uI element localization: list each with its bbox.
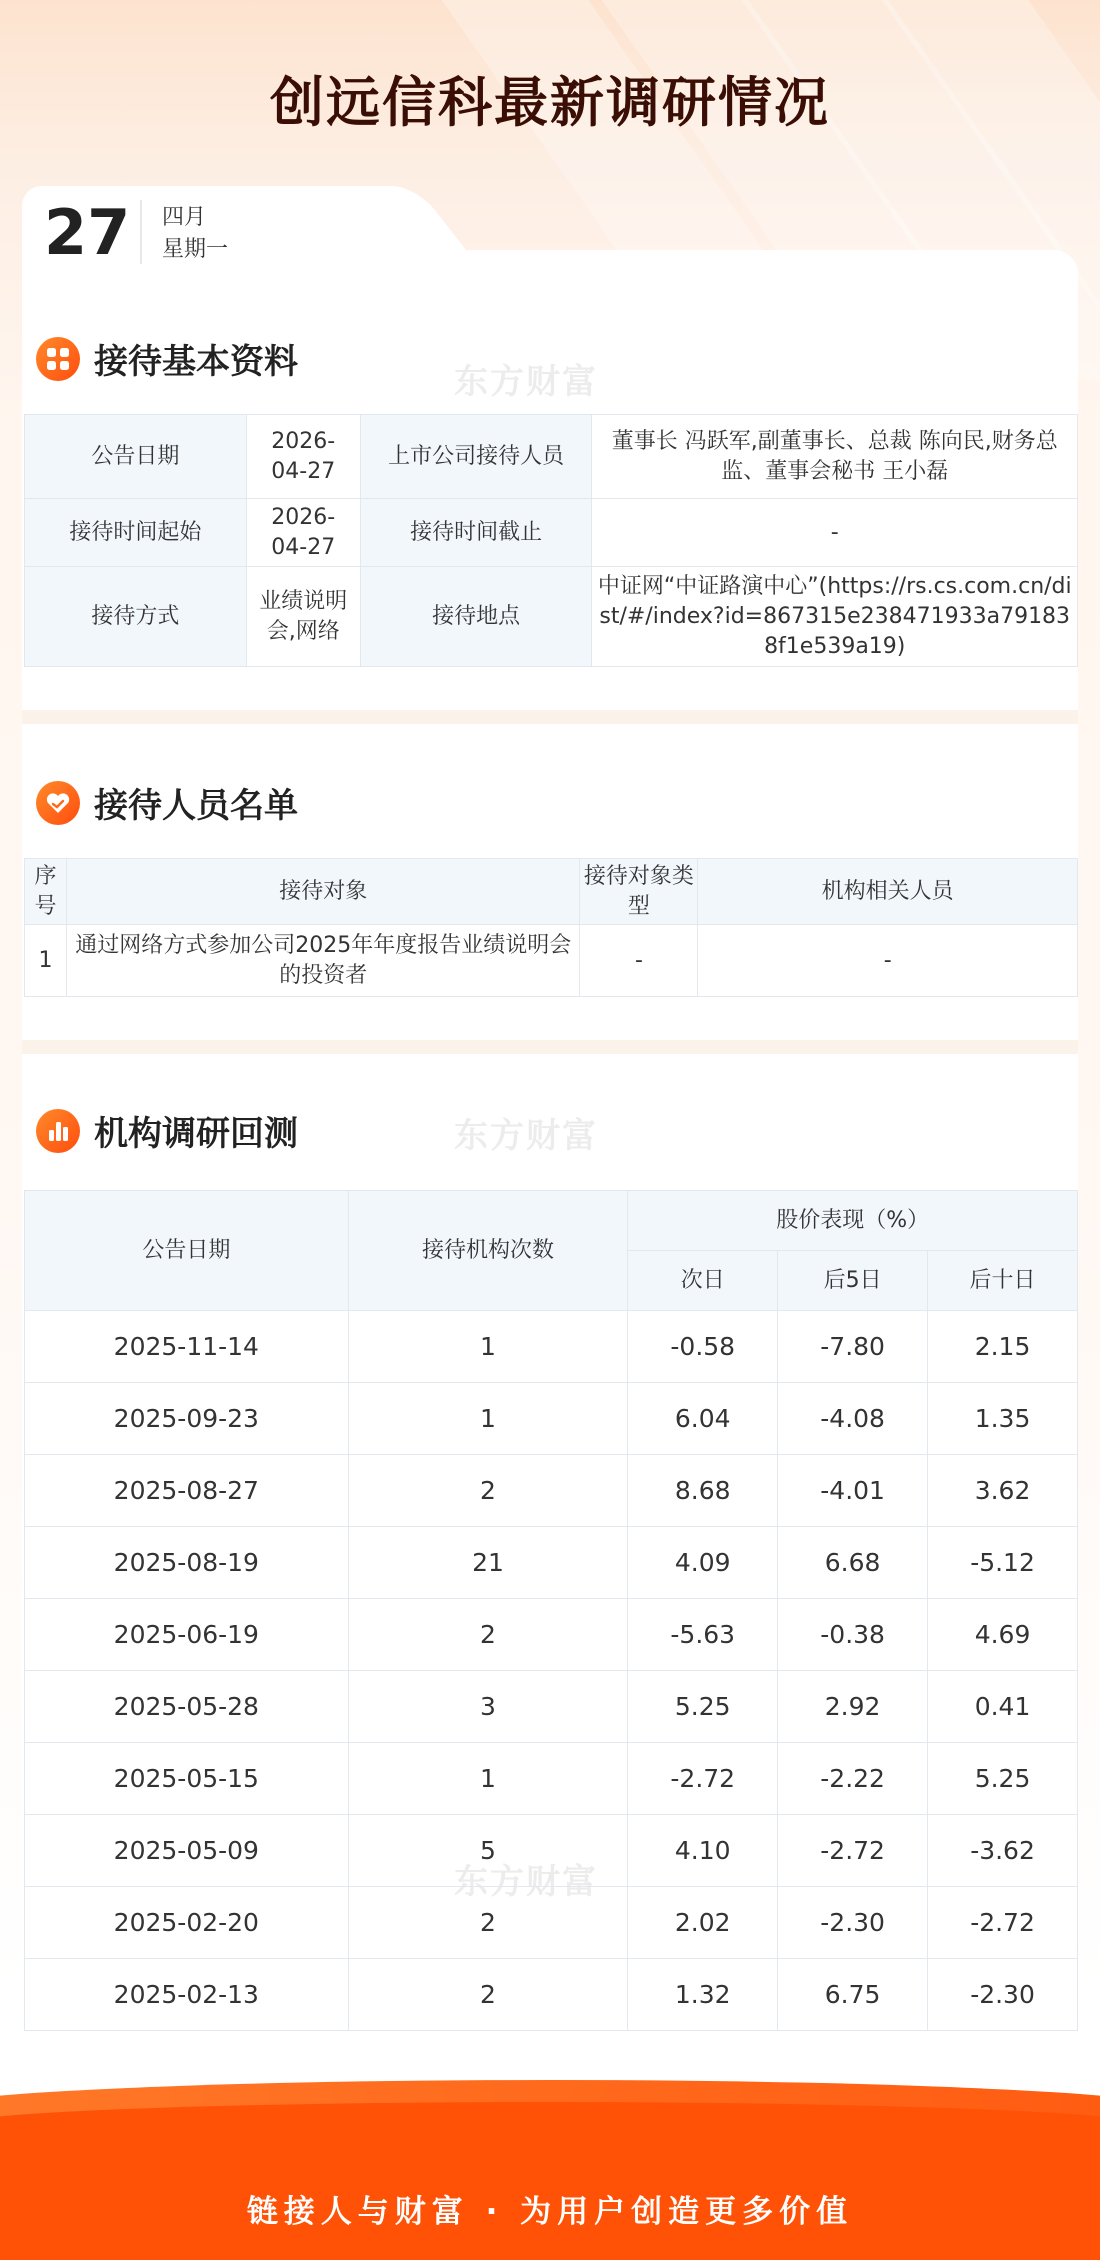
table-cell: 1.32: [628, 1959, 778, 2031]
grid-icon: [36, 337, 80, 381]
table-row: [25, 499, 1078, 567]
label-cell: 公告日期: [25, 415, 247, 499]
column-header: 后十日: [928, 1251, 1078, 1311]
value-cell: 2026-04-27: [246, 415, 360, 499]
table-cell: 6.68: [778, 1527, 928, 1599]
basic-info-card: [22, 250, 1078, 710]
table-cell: 21: [348, 1527, 628, 1599]
table-row: [25, 1599, 1078, 1671]
backtest-table: [24, 1190, 1078, 2031]
table-row: [25, 1671, 1078, 1743]
table-row: [25, 1311, 1078, 1383]
watermark: 东方财富: [454, 1862, 598, 1902]
label-cell: 接待地点: [360, 567, 592, 667]
handshake-icon: [36, 781, 80, 825]
table-cell: -2.30: [928, 1959, 1078, 2031]
table-cell: 通过网络方式参加公司2025年年度报告业绩说明会的投资者: [66, 925, 580, 997]
column-header: 公告日期: [25, 1191, 349, 1311]
table-row: [25, 1383, 1078, 1455]
table-cell: -4.08: [778, 1383, 928, 1455]
table-cell: 2025-11-14: [25, 1311, 349, 1383]
table-cell: -5.63: [628, 1599, 778, 1671]
table-cell: 2025-02-20: [25, 1887, 349, 1959]
table-cell: 2025-05-09: [25, 1815, 349, 1887]
basic-info-table: [24, 414, 1078, 667]
column-header: 接待对象: [66, 859, 580, 925]
column-header: 股价表现（%）: [628, 1191, 1078, 1251]
footer-slogan: 链接人与财富 · 为用户创造更多价值: [246, 2194, 854, 2230]
section-title: 机构调研回测: [94, 1114, 298, 1154]
table-cell: 8.68: [628, 1455, 778, 1527]
table-row: [25, 1887, 1078, 1959]
table-cell: -4.01: [778, 1455, 928, 1527]
label-cell: 接待方式: [25, 567, 247, 667]
table-cell: 3.62: [928, 1455, 1078, 1527]
date-divider: [140, 200, 142, 264]
table-cell: 4.69: [928, 1599, 1078, 1671]
section-title: 接待人员名单: [94, 786, 298, 826]
table-cell: 5.25: [928, 1743, 1078, 1815]
table-cell: 2025-05-15: [25, 1743, 349, 1815]
table-cell: 1.35: [928, 1383, 1078, 1455]
visitors-card: [22, 724, 1078, 1040]
section-header-basic: [36, 334, 298, 383]
table-row: [25, 1527, 1078, 1599]
divider: [22, 1040, 1078, 1054]
column-header: 序号: [25, 859, 67, 925]
table-cell: -: [580, 925, 698, 997]
table-row: [25, 1455, 1078, 1527]
table-header-row: [25, 859, 1078, 925]
table-cell: 6.04: [628, 1383, 778, 1455]
table-cell: 2.92: [778, 1671, 928, 1743]
table-cell: 2.15: [928, 1311, 1078, 1383]
label-cell: 接待时间截止: [360, 499, 592, 567]
column-header: 次日: [628, 1251, 778, 1311]
footer: [0, 2080, 1100, 2260]
table-cell: 3: [348, 1671, 628, 1743]
table-cell: 2: [348, 1959, 628, 2031]
table-cell: -2.72: [778, 1815, 928, 1887]
table-cell: 0.41: [928, 1671, 1078, 1743]
column-header: 接待对象类型: [580, 859, 698, 925]
table-cell: -2.30: [778, 1887, 928, 1959]
value-cell: 业绩说明会,网络: [246, 567, 360, 667]
table-cell: -2.22: [778, 1743, 928, 1815]
table-cell: -2.72: [928, 1887, 1078, 1959]
date-weekday: 星期一: [162, 237, 229, 262]
table-cell: -3.62: [928, 1815, 1078, 1887]
table-row: [25, 415, 1078, 499]
value-cell: -: [592, 499, 1078, 567]
date-tab: [22, 186, 392, 278]
table-cell: 2025-08-19: [25, 1527, 349, 1599]
table-row: [25, 925, 1078, 997]
table-cell: 1: [25, 925, 67, 997]
value-cell: 董事长 冯跃军,副董事长、总裁 陈向民,财务总监、董事会秘书 王小磊: [592, 415, 1078, 499]
table-cell: 2025-02-13: [25, 1959, 349, 2031]
table-cell: -5.12: [928, 1527, 1078, 1599]
date-day: 27: [44, 196, 131, 269]
label-cell: 上市公司接待人员: [360, 415, 592, 499]
table-cell: 2025-06-19: [25, 1599, 349, 1671]
table-row: [25, 1959, 1078, 2031]
backtest-table-body: [25, 1311, 1078, 2031]
table-cell: 1: [348, 1743, 628, 1815]
visitors-table: [24, 858, 1078, 997]
date-month: 四月: [162, 205, 207, 230]
table-cell: 2: [348, 1887, 628, 1959]
footer-wave: [0, 2102, 1100, 2260]
table-cell: 4.09: [628, 1527, 778, 1599]
table-cell: 5.25: [628, 1671, 778, 1743]
backtest-card: [22, 1054, 1078, 2054]
watermark: 东方财富: [454, 362, 598, 402]
table-cell: 2: [348, 1455, 628, 1527]
page-title: 创远信科最新调研情况: [270, 71, 830, 134]
table-cell: -0.58: [628, 1311, 778, 1383]
divider: [22, 710, 1078, 724]
column-header: 后5日: [778, 1251, 928, 1311]
table-header-row: [25, 1191, 1078, 1251]
table-cell: -2.72: [628, 1743, 778, 1815]
table-cell: 2025-08-27: [25, 1455, 349, 1527]
bar-chart-icon: [36, 1109, 80, 1153]
column-header: 接待机构次数: [348, 1191, 628, 1311]
label-cell: 接待时间起始: [25, 499, 247, 567]
value-cell: 2026-04-27: [246, 499, 360, 567]
table-cell: -0.38: [778, 1599, 928, 1671]
table-cell: 6.75: [778, 1959, 928, 2031]
table-cell: 2025-05-28: [25, 1671, 349, 1743]
table-cell: -: [698, 925, 1078, 997]
table-cell: 1: [348, 1311, 628, 1383]
value-cell: 中证网“中证路演中心”(https://rs.cs.com.cn/dist/#/index?id=867315e238471933a791838f1e539a19): [592, 567, 1078, 667]
table-cell: 2: [348, 1599, 628, 1671]
section-title: 接待基本资料: [94, 342, 298, 382]
table-cell: 2.02: [628, 1887, 778, 1959]
table-row: [25, 1743, 1078, 1815]
column-header: 机构相关人员: [698, 859, 1078, 925]
table-cell: -7.80: [778, 1311, 928, 1383]
table-row: [25, 1815, 1078, 1887]
table-cell: 2025-09-23: [25, 1383, 349, 1455]
table-row: [25, 567, 1078, 667]
section-header-visitors: [36, 778, 298, 827]
table-cell: 1: [348, 1383, 628, 1455]
watermark: 东方财富: [454, 1116, 598, 1156]
table-cell: 5: [348, 1815, 628, 1887]
table-cell: 4.10: [628, 1815, 778, 1887]
section-header-backtest: [36, 1106, 298, 1155]
